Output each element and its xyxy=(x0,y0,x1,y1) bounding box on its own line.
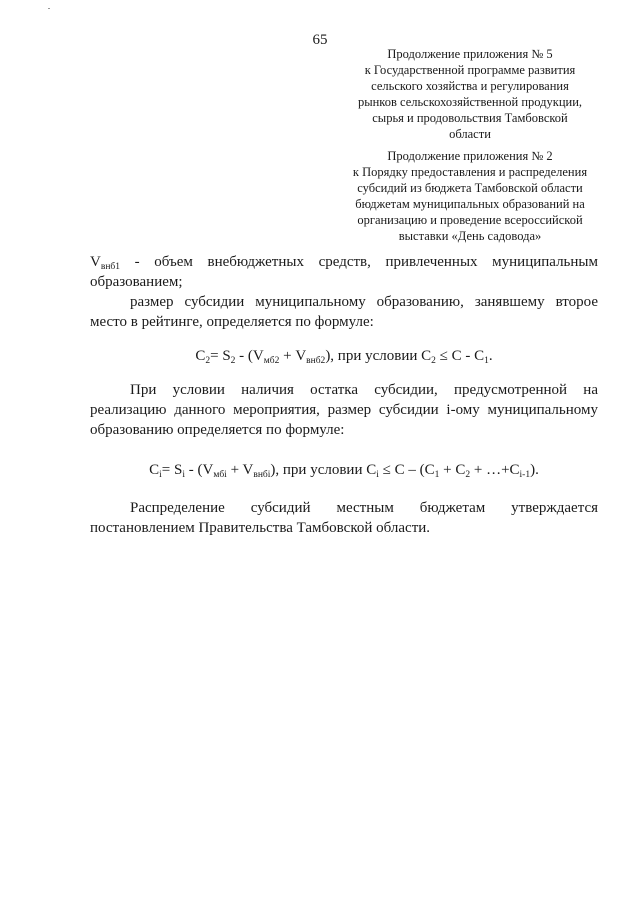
paragraph-remainder: При условии наличия остатка субсидии, предусмотренной на реализацию данного мероприятия, размер субсидии i-ому муниципальному образованию определяется по формуле: xyxy=(90,382,598,438)
annex-header-program xyxy=(340,46,600,142)
scan-mark xyxy=(48,8,50,9)
annex-line: субсидий из бюджета Тамбовской области xyxy=(357,181,583,195)
annex-line: к Порядку предоставления и распределения xyxy=(352,165,588,179)
paragraph-second-place: размер субсидии муниципальному образованию, занявшему второе место в рейтинге, определяется по формуле: xyxy=(90,294,598,330)
annex-line: области xyxy=(449,127,491,141)
document-body xyxy=(90,252,598,538)
formula-ith-place: $C_i= S_i - (V_{мбi} + V_{внбi})$, при условии $C_i \le C - (C_1 + C_2$ + $\dots+C_{i-1}$). xyxy=(149,462,539,480)
annex-line: выставки «День садовода» xyxy=(398,229,542,243)
annex-line: сельского хозяйства и регулирования xyxy=(371,79,569,93)
annex-line: бюджетам муниципальных образований на xyxy=(355,197,585,211)
page-number: 65 xyxy=(312,32,328,48)
paragraph-v-definition: $V_{внб1}$ - объем внебюджетных средств, привлеченных муниципальным образованием; xyxy=(90,254,598,290)
paragraph-distribution: Распределение субсидий местным бюджетам утверждается постановлением Правительства Тамбовской области. xyxy=(90,500,598,536)
formula-second-place: $C_2= S_2 - (V_{мб2} + V_{внб2})$, при условии $C_2 \le C - C_1$. xyxy=(195,348,493,366)
annex-line: Продолжение приложения № 2 xyxy=(387,149,553,163)
annex-line: организацию и проведение всероссийской xyxy=(357,213,583,227)
annex-line: к Государственной программе развития xyxy=(364,63,576,77)
annex-line: сырья и продовольствия Тамбовской xyxy=(372,111,568,125)
annex-header-procedure xyxy=(340,148,600,244)
annex-line: рынков сельскохозяйственной продукции, xyxy=(357,95,583,109)
annex-line: Продолжение приложения № 5 xyxy=(387,47,553,61)
